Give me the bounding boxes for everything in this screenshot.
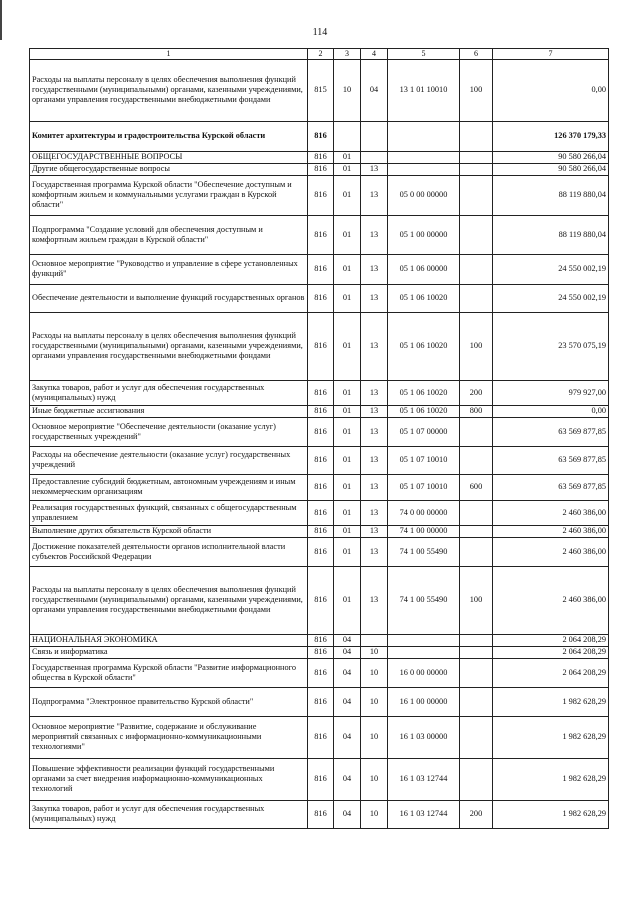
row-expense-type	[460, 758, 493, 800]
row-section-code: 01	[334, 175, 361, 215]
table-row	[30, 175, 609, 215]
budget-table	[29, 48, 609, 829]
row-amount: 2 460 386,00	[493, 500, 609, 525]
row-ved-code: 816	[308, 446, 334, 474]
table-row	[30, 566, 609, 634]
row-subsection-code: 13	[361, 446, 388, 474]
row-subsection-code: 10	[361, 687, 388, 716]
row-target-article: 05 1 06 10020	[388, 405, 460, 417]
row-amount: 1 982 628,29	[493, 758, 609, 800]
row-ved-code: 816	[308, 800, 334, 828]
row-subsection-code: 13	[361, 566, 388, 634]
row-expense-type	[460, 121, 493, 151]
table-row	[30, 500, 609, 525]
row-ved-code: 816	[308, 215, 334, 254]
table-row	[30, 312, 609, 380]
row-ved-code: 816	[308, 525, 334, 537]
row-target-article: 74 1 00 55490	[388, 537, 460, 566]
row-amount: 2 460 386,00	[493, 525, 609, 537]
row-name: Связь и информатика	[30, 646, 308, 658]
row-ved-code: 816	[308, 634, 334, 646]
row-ved-code: 816	[308, 716, 334, 758]
row-amount: 24 550 002,19	[493, 254, 609, 284]
row-ved-code: 816	[308, 500, 334, 525]
header-col-4: 4	[361, 49, 388, 60]
row-subsection-code: 10	[361, 758, 388, 800]
row-target-article	[388, 163, 460, 175]
row-name: Государственная программа Курской области "Обеспечение доступным и комфортным жильем и коммунальными услугами граждан в Курской области"	[30, 175, 308, 215]
row-name: Повышение эффективности реализации функций государственными органами за счет внедрения информационно-коммуникационных технологий	[30, 758, 308, 800]
row-target-article: 05 1 07 10010	[388, 446, 460, 474]
table-row	[30, 658, 609, 687]
row-target-article	[388, 646, 460, 658]
row-expense-type	[460, 284, 493, 312]
table-row	[30, 254, 609, 284]
row-expense-type: 100	[460, 566, 493, 634]
row-expense-type: 600	[460, 474, 493, 500]
row-name: Расходы на выплаты персоналу в целях обеспечения выполнения функций государственными (муниципальными) органами, казенными учреждениями, органами управления государственными внебюджетными фондами	[30, 59, 308, 121]
row-name: Другие общегосударственные вопросы	[30, 163, 308, 175]
row-target-article: 13 1 01 10010	[388, 59, 460, 121]
row-expense-type	[460, 687, 493, 716]
row-ved-code: 816	[308, 417, 334, 446]
row-expense-type	[460, 500, 493, 525]
row-name: Обеспечение деятельности и выполнение функций государственных органов	[30, 284, 308, 312]
row-section-code: 01	[334, 405, 361, 417]
row-name: Достижение показателей деятельности органов исполнительной власти субъектов Российской Федерации	[30, 537, 308, 566]
row-section-code: 01	[334, 474, 361, 500]
row-amount: 0,00	[493, 405, 609, 417]
row-ved-code: 816	[308, 474, 334, 500]
row-expense-type	[460, 525, 493, 537]
row-amount: 63 569 877,85	[493, 446, 609, 474]
row-ved-code: 815	[308, 59, 334, 121]
table-row	[30, 380, 609, 405]
row-target-article	[388, 634, 460, 646]
row-section-code: 04	[334, 687, 361, 716]
table-row	[30, 634, 609, 646]
row-subsection-code: 13	[361, 380, 388, 405]
row-name: Комитет архитектуры и градостроительства Курской области	[30, 121, 308, 151]
row-ved-code: 816	[308, 254, 334, 284]
header-col-3: 3	[334, 49, 361, 60]
table-row	[30, 284, 609, 312]
row-ved-code: 816	[308, 566, 334, 634]
row-target-article: 05 1 06 10020	[388, 380, 460, 405]
row-amount: 90 580 266,04	[493, 151, 609, 163]
table-row	[30, 121, 609, 151]
row-amount: 2 064 208,29	[493, 658, 609, 687]
row-ved-code: 816	[308, 758, 334, 800]
row-name: Подпрограмма "Создание условий для обеспечения доступным и комфортным жильем граждан в Курской области"	[30, 215, 308, 254]
table-row	[30, 163, 609, 175]
row-subsection-code: 13	[361, 405, 388, 417]
row-expense-type	[460, 254, 493, 284]
row-ved-code: 816	[308, 163, 334, 175]
row-ved-code: 816	[308, 312, 334, 380]
row-section-code: 01	[334, 254, 361, 284]
row-amount: 88 119 880,04	[493, 175, 609, 215]
row-subsection-code: 13	[361, 215, 388, 254]
row-amount: 2 064 208,29	[493, 634, 609, 646]
row-section-code: 01	[334, 525, 361, 537]
row-ved-code: 816	[308, 175, 334, 215]
row-name: Государственная программа Курской области "Развитие информационного общества в Курской области"	[30, 658, 308, 687]
table-row	[30, 151, 609, 163]
row-section-code: 01	[334, 537, 361, 566]
row-subsection-code: 13	[361, 175, 388, 215]
row-section-code: 01	[334, 380, 361, 405]
row-section-code: 04	[334, 646, 361, 658]
row-target-article: 74 1 00 55490	[388, 566, 460, 634]
row-ved-code: 816	[308, 405, 334, 417]
row-expense-type	[460, 446, 493, 474]
row-subsection-code: 13	[361, 163, 388, 175]
row-name: Основное мероприятие "Руководство и управление в сфере установленных функций"	[30, 254, 308, 284]
table-row	[30, 716, 609, 758]
row-subsection-code: 13	[361, 525, 388, 537]
row-target-article: 05 1 00 00000	[388, 215, 460, 254]
row-subsection-code: 10	[361, 658, 388, 687]
row-amount: 1 982 628,29	[493, 716, 609, 758]
row-amount: 63 569 877,85	[493, 417, 609, 446]
row-name: Иные бюджетные ассигнования	[30, 405, 308, 417]
row-expense-type	[460, 215, 493, 254]
row-expense-type	[460, 646, 493, 658]
page-number: 114	[312, 27, 328, 38]
row-expense-type: 200	[460, 800, 493, 828]
row-subsection-code	[361, 121, 388, 151]
row-amount: 126 370 179,33	[493, 121, 609, 151]
row-section-code: 01	[334, 151, 361, 163]
row-target-article: 74 0 00 00000	[388, 500, 460, 525]
row-name: Закупка товаров, работ и услуг для обеспечения государственных (муниципальных) нужд	[30, 380, 308, 405]
table-row	[30, 446, 609, 474]
row-subsection-code: 13	[361, 312, 388, 380]
row-expense-type: 800	[460, 405, 493, 417]
row-subsection-code: 13	[361, 284, 388, 312]
row-subsection-code: 10	[361, 800, 388, 828]
row-target-article: 16 1 03 00000	[388, 716, 460, 758]
table-row	[30, 59, 609, 121]
row-expense-type	[460, 658, 493, 687]
row-ved-code: 816	[308, 687, 334, 716]
row-ved-code: 816	[308, 658, 334, 687]
table-row	[30, 405, 609, 417]
header-col-5: 5	[388, 49, 460, 60]
table-row	[30, 474, 609, 500]
header-col-6: 6	[460, 49, 493, 60]
table-row	[30, 646, 609, 658]
row-amount: 88 119 880,04	[493, 215, 609, 254]
row-section-code: 01	[334, 163, 361, 175]
row-expense-type	[460, 163, 493, 175]
table-header-row	[30, 49, 609, 60]
row-expense-type	[460, 634, 493, 646]
row-amount: 0,00	[493, 59, 609, 121]
row-subsection-code: 10	[361, 646, 388, 658]
row-section-code: 04	[334, 758, 361, 800]
header-col-1: 1	[30, 49, 308, 60]
row-target-article	[388, 151, 460, 163]
row-section-code: 04	[334, 800, 361, 828]
row-subsection-code: 10	[361, 716, 388, 758]
row-section-code	[334, 121, 361, 151]
row-expense-type	[460, 537, 493, 566]
row-expense-type	[460, 716, 493, 758]
row-name: Основное мероприятие "Обеспечение деятельности (оказание услуг) государственных учреждений"	[30, 417, 308, 446]
row-section-code: 01	[334, 312, 361, 380]
row-subsection-code: 04	[361, 59, 388, 121]
row-name: Расходы на обеспечение деятельности (оказание услуг) государственных учреждений	[30, 446, 308, 474]
row-amount: 1 982 628,29	[493, 687, 609, 716]
table-row	[30, 537, 609, 566]
row-section-code: 10	[334, 59, 361, 121]
row-target-article: 16 0 00 00000	[388, 658, 460, 687]
row-subsection-code	[361, 151, 388, 163]
row-subsection-code: 13	[361, 417, 388, 446]
row-amount: 63 569 877,85	[493, 474, 609, 500]
row-subsection-code: 13	[361, 537, 388, 566]
table-row	[30, 525, 609, 537]
table-row	[30, 687, 609, 716]
row-amount: 979 927,00	[493, 380, 609, 405]
row-name: Расходы на выплаты персоналу в целях обеспечения выполнения функций государственными (муниципальными) органами, казенными учреждениями, органами управления государственными внебюджетными фондами	[30, 566, 308, 634]
row-subsection-code: 13	[361, 254, 388, 284]
table-row	[30, 417, 609, 446]
table-row	[30, 215, 609, 254]
row-ved-code: 816	[308, 646, 334, 658]
row-name: Предоставление субсидий бюджетным, автономным учреждениям и иным некоммерческим организациям	[30, 474, 308, 500]
row-amount: 2 460 386,00	[493, 537, 609, 566]
row-subsection-code	[361, 634, 388, 646]
row-amount: 2 460 386,00	[493, 566, 609, 634]
row-target-article: 05 1 06 00000	[388, 254, 460, 284]
row-name: Выполнение других обязательств Курской области	[30, 525, 308, 537]
row-name: Реализация государственных функций, связанных с общегосударственным управлением	[30, 500, 308, 525]
row-target-article: 16 1 03 12744	[388, 800, 460, 828]
row-target-article: 16 1 00 00000	[388, 687, 460, 716]
row-expense-type	[460, 175, 493, 215]
header-col-2: 2	[308, 49, 334, 60]
row-target-article: 05 1 06 10020	[388, 312, 460, 380]
header-col-7: 7	[493, 49, 609, 60]
row-target-article: 74 1 00 00000	[388, 525, 460, 537]
row-subsection-code: 13	[361, 474, 388, 500]
row-amount: 23 570 075,19	[493, 312, 609, 380]
row-section-code: 01	[334, 284, 361, 312]
row-target-article: 05 0 00 00000	[388, 175, 460, 215]
row-section-code: 04	[334, 634, 361, 646]
row-name: Подпрограмма "Электронное правительство Курской области"	[30, 687, 308, 716]
row-name: Закупка товаров, работ и услуг для обеспечения государственных (муниципальных) нужд	[30, 800, 308, 828]
row-name: ОБЩЕГОСУДАРСТВЕННЫЕ ВОПРОСЫ	[30, 151, 308, 163]
row-amount: 2 064 208,29	[493, 646, 609, 658]
row-section-code: 04	[334, 716, 361, 758]
row-section-code: 01	[334, 500, 361, 525]
row-expense-type: 100	[460, 59, 493, 121]
table-row	[30, 800, 609, 828]
row-target-article: 05 1 07 00000	[388, 417, 460, 446]
row-section-code: 01	[334, 446, 361, 474]
row-ved-code: 816	[308, 151, 334, 163]
row-expense-type: 200	[460, 380, 493, 405]
row-expense-type	[460, 151, 493, 163]
row-section-code: 01	[334, 215, 361, 254]
row-amount: 1 982 628,29	[493, 800, 609, 828]
row-ved-code: 816	[308, 537, 334, 566]
row-ved-code: 816	[308, 380, 334, 405]
row-target-article: 16 1 03 12744	[388, 758, 460, 800]
row-name: Основное мероприятие "Развитие, содержание и обслуживание мероприятий связанных с информационно-коммуникационными технологиями"	[30, 716, 308, 758]
row-target-article: 05 1 07 10010	[388, 474, 460, 500]
row-section-code: 04	[334, 658, 361, 687]
row-subsection-code: 13	[361, 500, 388, 525]
row-expense-type: 100	[460, 312, 493, 380]
row-expense-type	[460, 417, 493, 446]
row-amount: 90 580 266,04	[493, 163, 609, 175]
row-name: НАЦИОНАЛЬНАЯ ЭКОНОМИКА	[30, 634, 308, 646]
row-target-article: 05 1 06 10020	[388, 284, 460, 312]
row-section-code: 01	[334, 566, 361, 634]
row-ved-code: 816	[308, 121, 334, 151]
table-row	[30, 758, 609, 800]
row-name: Расходы на выплаты персоналу в целях обеспечения выполнения функций государственными (муниципальными) органами, казенными учреждениями, органами управления государственными внебюджетными фондами	[30, 312, 308, 380]
row-amount: 24 550 002,19	[493, 284, 609, 312]
row-target-article	[388, 121, 460, 151]
row-section-code: 01	[334, 417, 361, 446]
row-ved-code: 816	[308, 284, 334, 312]
